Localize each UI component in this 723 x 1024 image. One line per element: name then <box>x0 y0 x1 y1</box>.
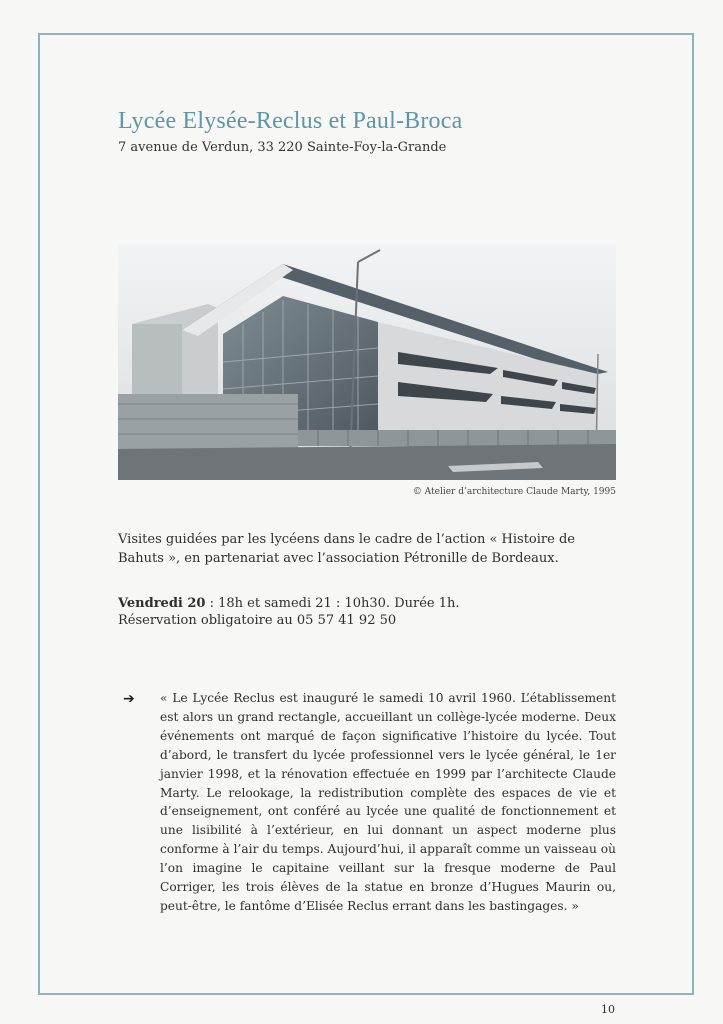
visit-day: Vendredi 20 <box>118 596 206 611</box>
visit-times: : 18h et samedi 21 : 10h30. Durée 1h. <box>205 596 460 611</box>
lycee-building-illustration <box>118 244 616 480</box>
history-quote: « Le Lycée Reclus est inauguré le samedi 10 avril 1960. L’établissement est alors un grand rectangle, accueillant un collège-lycée moderne. Deux événements ont marqué de façon significative l’histoire du lycée. Tout d’abord, le transfert du lycée professionnel vers le lycée général, le 1er janvier 1998, et la rénovation effectuée en 1999 par l’architecte Claude Marty. Le relookage, la redistribution complète des espaces de vie et d’enseignement, ont conféré au lycée une qualité de fonctionnement et une lisibilité à l’extérieur, en lui donnant un aspect moderne plus conforme à l’air du temps. Aujourd’hui, il apparaît comme un vaisseau où l’on imagine le capitaine veillant sur la fresque moderne de Paul Corriger, les trois élèves de la statue en bronze d’Hugues Maurin ou, peut-être, le fantôme d’Elisée Reclus errant dans les bastingages. » <box>160 691 616 913</box>
photo-caption: © Atelier d’architecture Claude Marty, 1995 <box>412 487 616 497</box>
reservation-info: Réservation obligatoire au 05 57 41 92 50 <box>118 613 397 628</box>
building-photo <box>118 244 616 480</box>
arrow-right-icon: ➔ <box>123 691 135 707</box>
intro-paragraph: Visites guidées par les lycéens dans le cadre de l’action « Histoire de Bahuts », en partenariat avec l’association Pétronille de Bordeaux. <box>118 532 575 566</box>
page-title: Lycée Elysée-Reclus et Paul-Broca <box>118 108 463 134</box>
page-number: 10 <box>601 1003 615 1016</box>
visit-dates <box>118 594 460 613</box>
address: 7 avenue de Verdun, 33 220 Sainte-Foy-la-Grande <box>118 140 447 155</box>
